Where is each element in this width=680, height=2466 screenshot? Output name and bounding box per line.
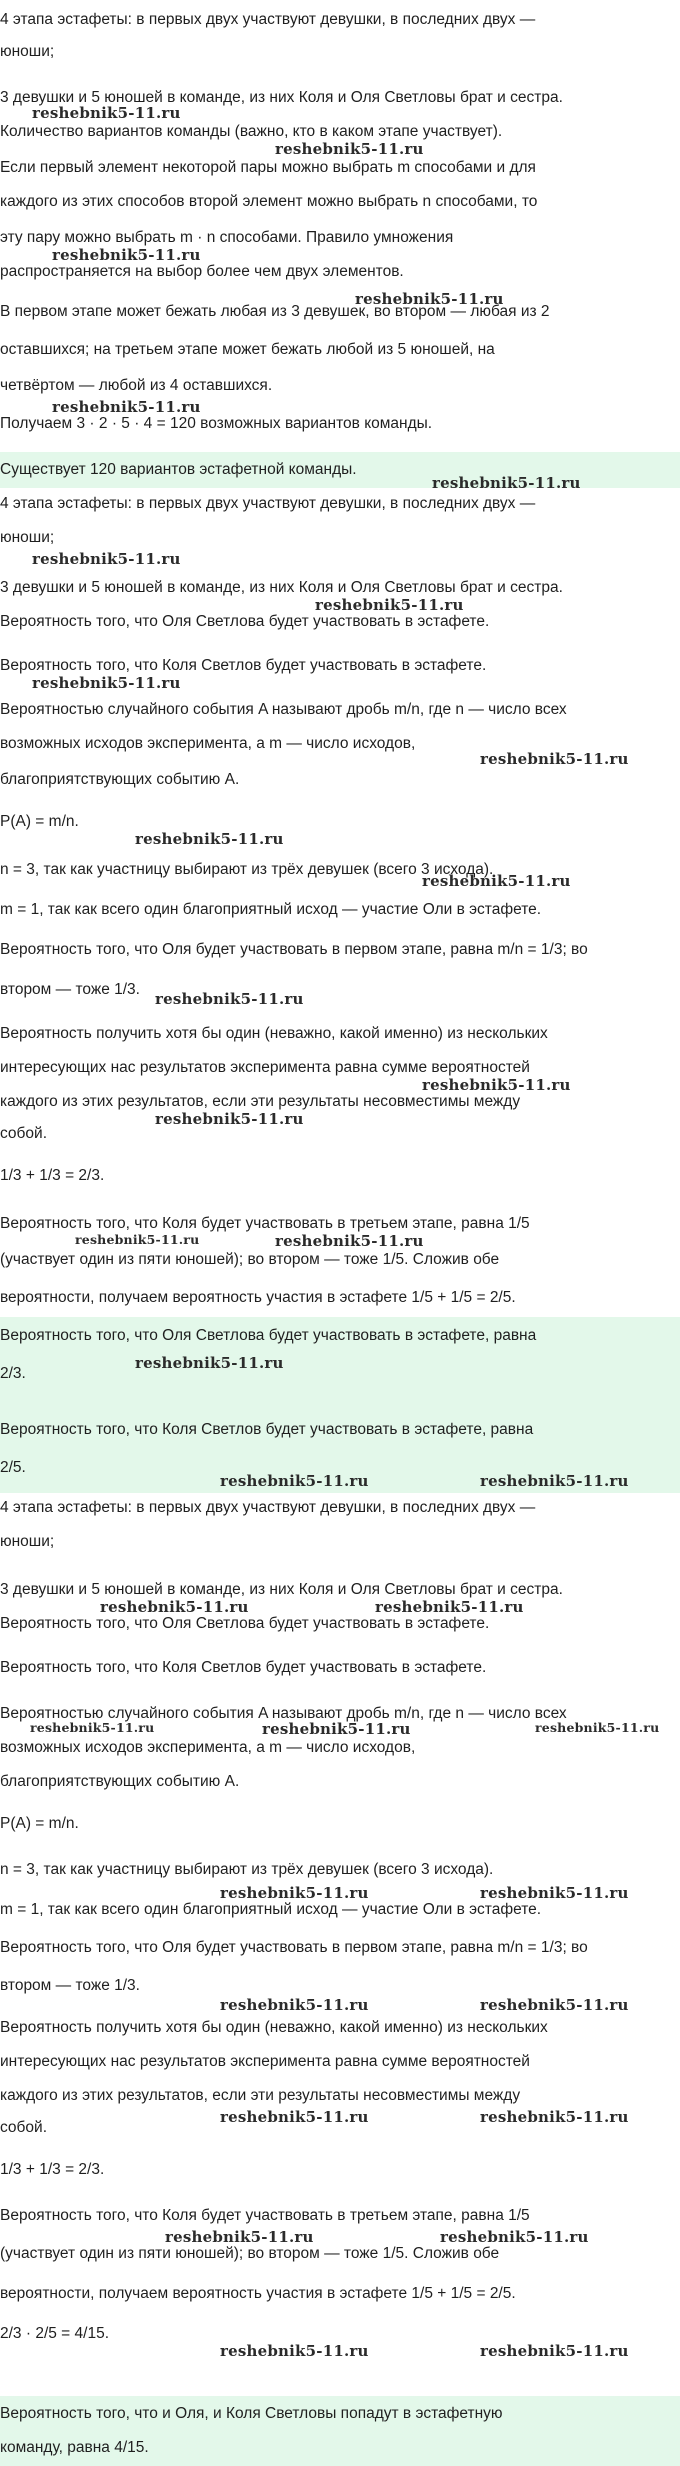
watermark: reshebnik5-11.ru: [432, 474, 581, 492]
part-b-line-10: n = 3, так как участницу выбирают из трёх девушек (всего 3 исхода).: [0, 861, 494, 878]
part-a-line-1: 4 этапа эстафеты: в первых двух участвуют девушки, в последних двух —: [0, 11, 536, 28]
part-c-line-1: 4 этапа эстафеты: в первых двух участвуют девушки, в последних двух —: [0, 1499, 536, 1516]
part-a-line-6: каждого из этих способов второй элемент можно выбрать n способами, то: [0, 193, 538, 210]
part-c-line-2: юноши;: [0, 1533, 55, 1550]
part-a-answer: Существует 120 вариантов эстафетной команды.: [0, 461, 357, 478]
part-c-line-20: (участвует один из пяти юношей); во втором — тоже 1/5. Сложив обе: [0, 2245, 500, 2262]
part-b-line-12: Вероятность того, что Оля будет участвовать в первом этапе, равна m/n = 1/3; во: [0, 941, 588, 958]
part-c-line-5: Вероятность того, что Коля Светлов будет участвовать в эстафете.: [0, 1659, 487, 1676]
watermark: reshebnik5-11.ru: [480, 2108, 629, 2126]
watermark: reshebnik5-11.ru: [52, 246, 201, 264]
part-b-line-19: Вероятность того, что Коля будет участвовать в третьем этапе, равна 1/5: [0, 1215, 530, 1232]
part-a-line-3: 3 девушки и 5 юношей в команде, из них Коля и Оля Светловы брат и сестра.: [0, 89, 563, 106]
part-a-line-11: четвёртом — любой из 4 оставшихся.: [0, 377, 273, 394]
watermark: reshebnik5-11.ru: [220, 2342, 369, 2360]
watermark: reshebnik5-11.ru: [262, 1720, 411, 1738]
part-c-line-16: каждого из этих результатов, если эти результаты несовместимы между: [0, 2087, 521, 2104]
part-b-answer-1-value: 2/3.: [0, 1365, 26, 1382]
watermark: reshebnik5-11.ru: [275, 1232, 424, 1250]
part-c-line-9: P(A) = m/n.: [0, 1815, 79, 1832]
part-c-line-4: Вероятность того, что Оля Светлова будет участвовать в эстафете.: [0, 1615, 490, 1632]
part-b-answer-2: Вероятность того, что Коля Светлов будет участвовать в эстафете, равна: [0, 1421, 534, 1438]
part-c-line-18: 1/3 + 1/3 = 2/3.: [0, 2161, 105, 2178]
watermark: reshebnik5-11.ru: [480, 1996, 629, 2014]
part-b-line-17: собой.: [0, 1125, 48, 1142]
part-a-line-9: В первом этапе может бежать любая из 3 девушек, во втором — любая из 2: [0, 303, 550, 320]
part-b-line-18: 1/3 + 1/3 = 2/3.: [0, 1167, 105, 1184]
watermark: reshebnik5-11.ru: [315, 596, 464, 614]
part-c-line-10: n = 3, так как участницу выбирают из трёх девушек (всего 3 исхода).: [0, 1861, 494, 1878]
watermark: reshebnik5-11.ru: [165, 2228, 314, 2246]
watermark: reshebnik5-11.ru: [32, 550, 181, 568]
part-b-line-9: P(A) = m/n.: [0, 813, 79, 830]
part-a-line-7: эту пару можно выбрать m · n способами. Правило умножения: [0, 229, 454, 246]
part-b-line-2: юноши;: [0, 529, 55, 546]
watermark: reshebnik5-11.ru: [275, 140, 424, 158]
watermark: reshebnik5-11.ru: [422, 1076, 571, 1094]
watermark: reshebnik5-11.ru: [32, 104, 181, 122]
part-b-answer-2-value: 2/5.: [0, 1459, 26, 1476]
watermark: reshebnik5-11.ru: [355, 290, 504, 308]
watermark: reshebnik5-11.ru: [422, 872, 571, 890]
watermark: reshebnik5-11.ru: [375, 1598, 524, 1616]
part-c-line-7: возможных исходов эксперимента, а m — число исходов,: [0, 1739, 416, 1756]
part-b-line-3: 3 девушки и 5 юношей в команде, из них Коля и Оля Светловы брат и сестра.: [0, 579, 563, 596]
watermark: reshebnik5-11.ru: [75, 1232, 200, 1247]
part-a-line-2: юноши;: [0, 43, 55, 60]
part-c-line-12: Вероятность того, что Оля будет участвовать в первом этапе, равна m/n = 1/3; во: [0, 1939, 588, 1956]
part-c-line-8: благоприятствующих событию A.: [0, 1773, 240, 1790]
watermark: reshebnik5-11.ru: [220, 2108, 369, 2126]
watermark: reshebnik5-11.ru: [155, 1110, 304, 1128]
part-a-line-5: Если первый элемент некоторой пары можно выбрать m способами и для: [0, 159, 536, 176]
part-a-line-8: распространяется на выбор более чем двух элементов.: [0, 263, 404, 280]
part-c-line-13: втором — тоже 1/3.: [0, 1977, 140, 1994]
watermark: reshebnik5-11.ru: [30, 1720, 155, 1735]
part-b-line-1: 4 этапа эстафеты: в первых двух участвуют девушки, в последних двух —: [0, 495, 536, 512]
watermark: reshebnik5-11.ru: [480, 1884, 629, 1902]
part-c-line-22: 2/3 · 2/5 = 4/15.: [0, 2325, 110, 2342]
part-b-line-4: Вероятность того, что Оля Светлова будет участвовать в эстафете.: [0, 613, 490, 630]
part-c-line-6: Вероятностью случайного события A называют дробь m/n, где n — число всех: [0, 1705, 567, 1722]
part-b-line-20: (участвует один из пяти юношей); во втором — тоже 1/5. Сложив обе: [0, 1251, 500, 1268]
part-c-line-21: вероятности, получаем вероятность участия в эстафете 1/5 + 1/5 = 2/5.: [0, 2285, 516, 2302]
part-b-line-14: Вероятность получить хотя бы один (неважно, какой именно) из нескольких: [0, 1025, 548, 1042]
part-b-line-16: каждого из этих результатов, если эти результаты несовместимы между: [0, 1093, 521, 1110]
part-c-line-14: Вероятность получить хотя бы один (неважно, какой именно) из нескольких: [0, 2019, 548, 2036]
watermark: reshebnik5-11.ru: [480, 2342, 629, 2360]
watermark: reshebnik5-11.ru: [480, 750, 629, 768]
watermark: reshebnik5-11.ru: [100, 1598, 249, 1616]
watermark: reshebnik5-11.ru: [220, 1472, 369, 1490]
part-b-line-6: Вероятностью случайного события A называют дробь m/n, где n — число всех: [0, 701, 567, 718]
part-c-answer-value: команду, равна 4/15.: [0, 2439, 149, 2456]
watermark: reshebnik5-11.ru: [535, 1720, 660, 1735]
part-c-line-17: собой.: [0, 2119, 48, 2136]
part-c-line-11: m = 1, так как всего один благоприятный исход — участие Оли в эстафете.: [0, 1901, 542, 1918]
part-b-line-5: Вероятность того, что Коля Светлов будет участвовать в эстафете.: [0, 657, 487, 674]
part-a-line-4: Количество вариантов команды (важно, кто в каком этапе участвует).: [0, 123, 503, 140]
watermark: reshebnik5-11.ru: [52, 398, 201, 416]
watermark: reshebnik5-11.ru: [440, 2228, 589, 2246]
watermark: reshebnik5-11.ru: [32, 674, 181, 692]
part-a-line-12: Получаем 3 · 2 · 5 · 4 = 120 возможных вариантов команды.: [0, 415, 433, 432]
watermark: reshebnik5-11.ru: [155, 990, 304, 1008]
part-b-line-13: втором — тоже 1/3.: [0, 981, 140, 998]
watermark: reshebnik5-11.ru: [220, 1996, 369, 2014]
part-c-answer: Вероятность того, что и Оля, и Коля Светловы попадут в эстафетную: [0, 2405, 503, 2422]
part-a-line-10: оставшихся; на третьем этапе может бежать любой из 5 юношей, на: [0, 341, 495, 358]
part-b-line-8: благоприятствующих событию A.: [0, 771, 240, 788]
part-b-answer-1: Вероятность того, что Оля Светлова будет участвовать в эстафете, равна: [0, 1327, 537, 1344]
part-b-line-21: вероятности, получаем вероятность участия в эстафете 1/5 + 1/5 = 2/5.: [0, 1289, 516, 1306]
part-b-line-11: m = 1, так как всего один благоприятный исход — участие Оли в эстафете.: [0, 901, 542, 918]
watermark: reshebnik5-11.ru: [135, 830, 284, 848]
part-c-line-15: интересующих нас результатов эксперимента равна сумме вероятностей: [0, 2053, 530, 2070]
part-c-line-19: Вероятность того, что Коля будет участвовать в третьем этапе, равна 1/5: [0, 2207, 530, 2224]
part-c-line-3: 3 девушки и 5 юношей в команде, из них Коля и Оля Светловы брат и сестра.: [0, 1581, 563, 1598]
watermark: reshebnik5-11.ru: [135, 1354, 284, 1372]
part-b-line-15: интересующих нас результатов эксперимента равна сумме вероятностей: [0, 1059, 530, 1076]
watermark: reshebnik5-11.ru: [220, 1884, 369, 1902]
watermark: reshebnik5-11.ru: [480, 1472, 629, 1490]
part-b-line-7: возможных исходов эксперимента, а m — число исходов,: [0, 735, 416, 752]
